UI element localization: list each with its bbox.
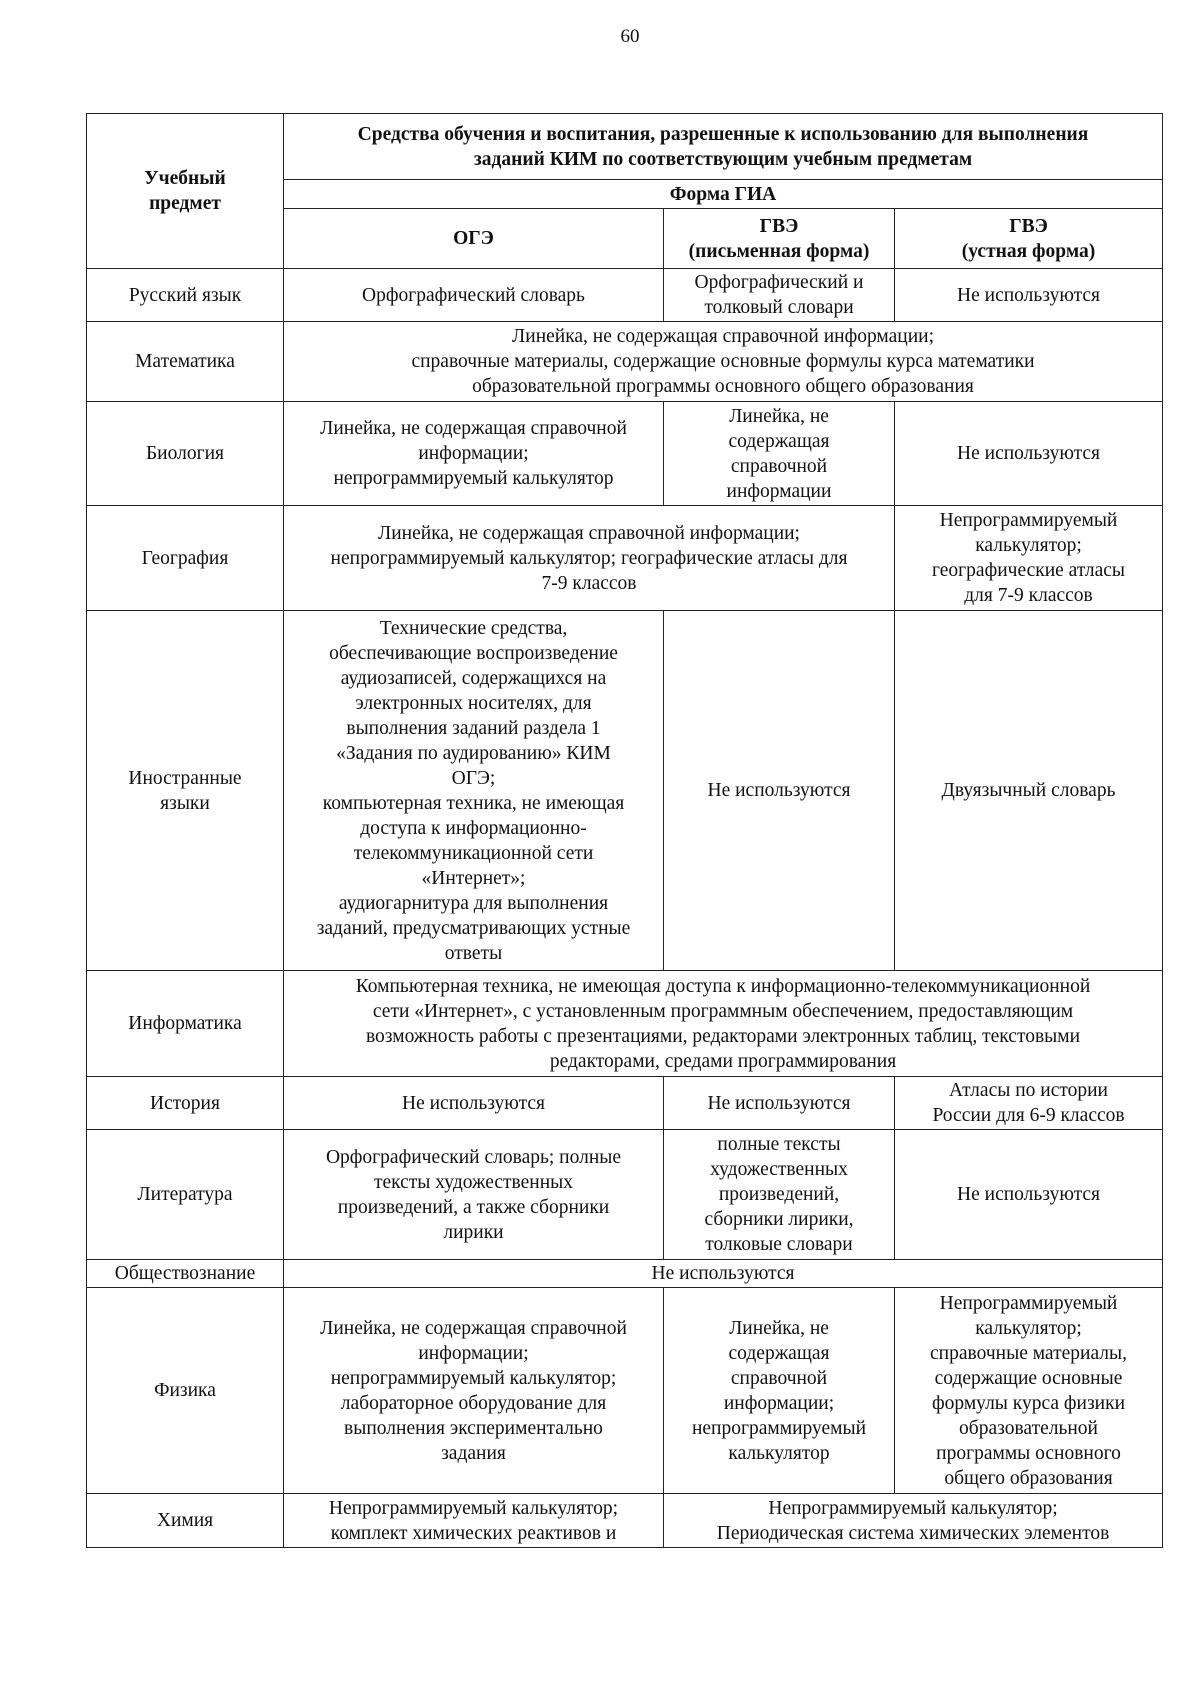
table-row	[87, 1494, 1163, 1548]
header-oge: ОГЭ	[284, 209, 664, 269]
all-forms-cell: Компьютерная техника, не имеющая доступа к информационно-телекоммуникационной сети «Интернет», с установленным программным обеспечением, предоставляющим возможность работы с презентациями, редакторами электронных таблиц, текстовыми редакторами, средами программирования	[284, 971, 1163, 1077]
gve-written-cell: Не используются	[664, 611, 895, 971]
subject-cell: Математика	[87, 322, 284, 402]
table-row	[87, 1260, 1163, 1288]
gve-oral-cell: Не используются	[895, 269, 1163, 322]
subject-cell: Химия	[87, 1494, 284, 1548]
gve-oral-cell: Двуязычный словарь	[895, 611, 1163, 971]
all-forms-cell: Не используются	[284, 1260, 1163, 1288]
gve-oral-cell: Непрограммируемый калькулятор; справочные материалы, содержащие основные формулы курса физики образовательной программы основного общего образования	[895, 1288, 1163, 1494]
subject-cell: Русский язык	[87, 269, 284, 322]
oge-cell: Не используются	[284, 1077, 664, 1130]
page-number: 60	[620, 26, 640, 47]
subject-cell: Информатика	[87, 971, 284, 1077]
all-forms-cell: Линейка, не содержащая справочной информации; справочные материалы, содержащие основные формулы курса математики образовательной программы основного общего образования	[284, 322, 1163, 402]
oge-cell: Технические средства, обеспечивающие воспроизведение аудиозаписей, содержащихся на электронных носителях, для выполнения заданий раздела 1 «Задания по аудированию» КИМ ОГЭ; компьютерная техника, не имеющая доступа к информационно- телекоммуникационной сети «Интернет»; аудиогарнитура для выполнения заданий, предусматривающих устные ответы	[284, 611, 664, 971]
table-row	[87, 1288, 1163, 1494]
subject-cell: География	[87, 506, 284, 611]
gve-oral-cell: Не используются	[895, 1130, 1163, 1260]
table-row	[87, 402, 1163, 506]
oge-cell: Линейка, не содержащая справочной информации; непрограммируемый калькулятор	[284, 402, 664, 506]
means-table	[86, 113, 1163, 1548]
oge-cell: Линейка, не содержащая справочной информации; непрограммируемый калькулятор; лабораторное оборудование для выполнения экспериментально задания	[284, 1288, 664, 1494]
subject-cell: Иностранные языки	[87, 611, 284, 971]
table-row	[87, 971, 1163, 1077]
gve-written-cell: полные тексты художественных произведений, сборники лирики, толковые словари	[664, 1130, 895, 1260]
gve-cell: Непрограммируемый калькулятор; Периодическая система химических элементов	[664, 1494, 1163, 1548]
gve-oral-cell: Непрограммируемый калькулятор; географические атласы для 7-9 классов	[895, 506, 1163, 611]
gve-written-cell: Орфографический и толковый словари	[664, 269, 895, 322]
oge-cell: Орфографический словарь	[284, 269, 664, 322]
table-row	[87, 269, 1163, 322]
gve-oral-cell: Атласы по истории России для 6-9 классов	[895, 1077, 1163, 1130]
gve-written-cell: Линейка, не содержащая справочной информации	[664, 402, 895, 506]
subject-cell: Физика	[87, 1288, 284, 1494]
table-row	[87, 1077, 1163, 1130]
subject-cell: Литература	[87, 1130, 284, 1260]
gve-written-cell: Не используются	[664, 1077, 895, 1130]
header-form-gia: Форма ГИА	[284, 180, 1163, 209]
subject-cell: Биология	[87, 402, 284, 506]
table-row	[87, 1130, 1163, 1260]
subject-cell: Обществознание	[87, 1260, 284, 1288]
oge-cell: Непрограммируемый калькулятор; комплект химических реактивов и	[284, 1494, 664, 1548]
gve-written-cell: Линейка, не содержащая справочной информации; непрограммируемый калькулятор	[664, 1288, 895, 1494]
oge-cell: Орфографический словарь; полные тексты художественных произведений, а также сборники лирики	[284, 1130, 664, 1260]
subject-cell: История	[87, 1077, 284, 1130]
table-row	[87, 611, 1163, 971]
header-means: Средства обучения и воспитания, разрешенные к использованию для выполнения заданий КИМ по соответствующим учебным предметам	[284, 114, 1163, 180]
header-subject: Учебный предмет	[87, 114, 284, 269]
table-row	[87, 506, 1163, 611]
table-row	[87, 322, 1163, 402]
header-gve-written: ГВЭ (письменная форма)	[664, 209, 895, 269]
header-gve-oral: ГВЭ (устная форма)	[895, 209, 1163, 269]
oge-gve-written-cell: Линейка, не содержащая справочной информации; непрограммируемый калькулятор; географические атласы для 7-9 классов	[284, 506, 895, 611]
gve-oral-cell: Не используются	[895, 402, 1163, 506]
